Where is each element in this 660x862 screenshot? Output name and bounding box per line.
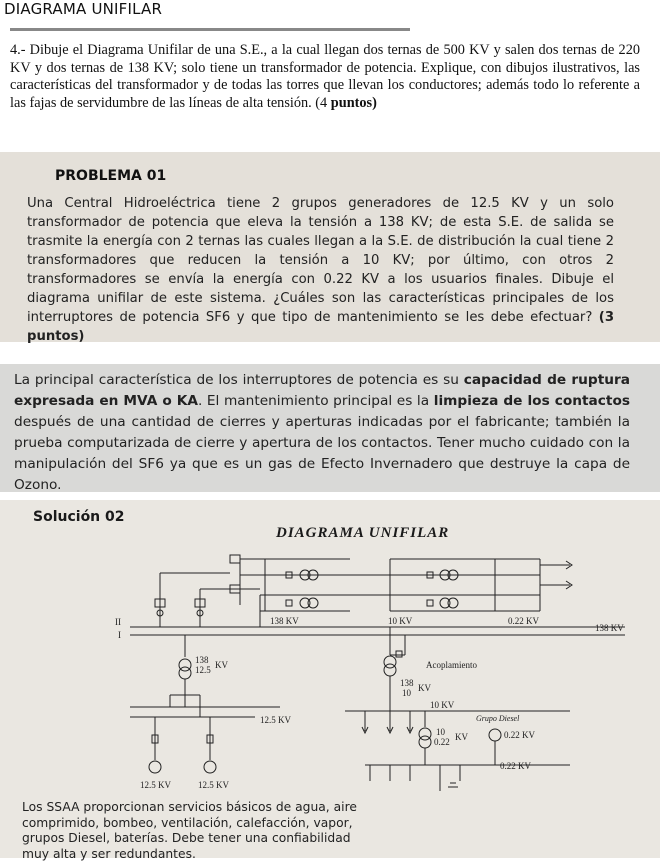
solution-panel (0, 500, 660, 861)
diagram-title: DIAGRAMA UNIFILAR (276, 525, 450, 541)
kv138-bus-label: 138 KV (595, 623, 624, 633)
answer-bold-2: limpieza de los contactos (433, 393, 630, 409)
problem-panel (0, 152, 660, 342)
question-4 (10, 42, 640, 112)
kv10-small-label: 10 KV (388, 616, 413, 626)
answer-text-1: La principal característica de los interruptores de potencia es su (14, 372, 459, 388)
kv138-small-label: 138 KV (270, 616, 299, 626)
tr1-den-label: 12.5 (195, 665, 211, 675)
bus-i-label: I (118, 630, 121, 640)
gd-kv-label: 0.22 KV (504, 730, 535, 740)
tr2-unit-label: KV (418, 683, 431, 693)
kv022-small-label: 0.22 KV (508, 616, 539, 626)
problem-points: (3 puntos) (27, 310, 614, 344)
tr1-num-label: 138 (195, 655, 209, 665)
answer-text-2: . El mantenimiento principal es la (197, 393, 430, 409)
tr3-num-label: 10 (436, 727, 445, 737)
answer-bold-1: capacidad de ruptura expresada en MVA o KA (14, 372, 630, 409)
grupo-diesel-label: Grupo Diesel (476, 714, 520, 723)
gen2-label: 12.5 KV (198, 780, 229, 790)
problem-text: Una Central Hidroeléctrica tiene 2 grupos generadores de 12.5 KV y un solo transformador de potencia que eleva la tensión a 138 KV; de esta S.E. de salida se trasmite la energía con 2 ternas las cuales llegan a la S.E. de distribución la cual tiene 2 transformadores que reducen la tensión a 10 KV; por último, con otros 2 transformadores se envía la energía con 0.22 KV a los usuarios finales. Dibuje el diagrama unifilar de este sistema. ¿Cuáles son las características principales de los interruptores de potencia SF6 y que tipo de mantenimiento se les debe efectuar? (27, 196, 614, 325)
tr3-unit-label: KV (455, 732, 468, 742)
bus-ii-label: II (115, 617, 121, 627)
answer-body (14, 370, 630, 496)
page-title: DIAGRAMA UNIFILAR (4, 0, 163, 18)
cutoff-text-line (10, 27, 410, 33)
problem-body (27, 194, 614, 346)
tr2-num-label: 138 (400, 678, 414, 688)
question-4-text: 4.- Dibuje el Diagrama Unifilar de una S.E., a la cual llegan dos ternas de 500 KV y salen dos ternas de 220 KV y dos ternas de 138 KV; solo tiene un transformador de potencia. Explique, con dibujos ilustrativos, las características del transformador y de todas las torres que llevan los conductores; además todo lo referente a las fajas de servidumbre de las líneas de alta tensión. (4 (10, 42, 640, 111)
acoplamiento-label: Acoplamiento (426, 660, 477, 670)
kv022-bus-label: 0.22 KV (500, 761, 531, 771)
solution-title: Solución 02 (33, 509, 125, 525)
gen1-label: 12.5 KV (140, 780, 171, 790)
tr2-den-label: 10 (402, 688, 411, 698)
problem-title: PROBLEMA 01 (55, 168, 167, 184)
question-4-points: puntos) (330, 94, 377, 111)
kv125-bus-label: 12.5 KV (260, 715, 291, 725)
kv10-bus-label: 10 KV (430, 700, 455, 710)
tr1-unit-label: KV (215, 660, 228, 670)
answer-panel (0, 364, 660, 492)
single-line-diagram (100, 545, 640, 795)
tr3-den-label: 0.22 (434, 737, 450, 747)
answer-text-3: después de una cantidad de cierres y aperturas indicadas por el fabricante; también la prueba computarizada de cierre y apertura de los contactos. Tener mucho cuidado con la manipulación del SF6 ya que es un gas de Efecto Invernadero que destruye la capa de Ozono. (14, 414, 630, 493)
ssaa-note: Los SSAA proporcionan servicios básicos de agua, aire comprimido, bombeo, ventilación, calefacción, vapor, grupos Diesel, baterías. Debe tener una confiabilidad muy alta y ser redundantes. (22, 800, 357, 861)
